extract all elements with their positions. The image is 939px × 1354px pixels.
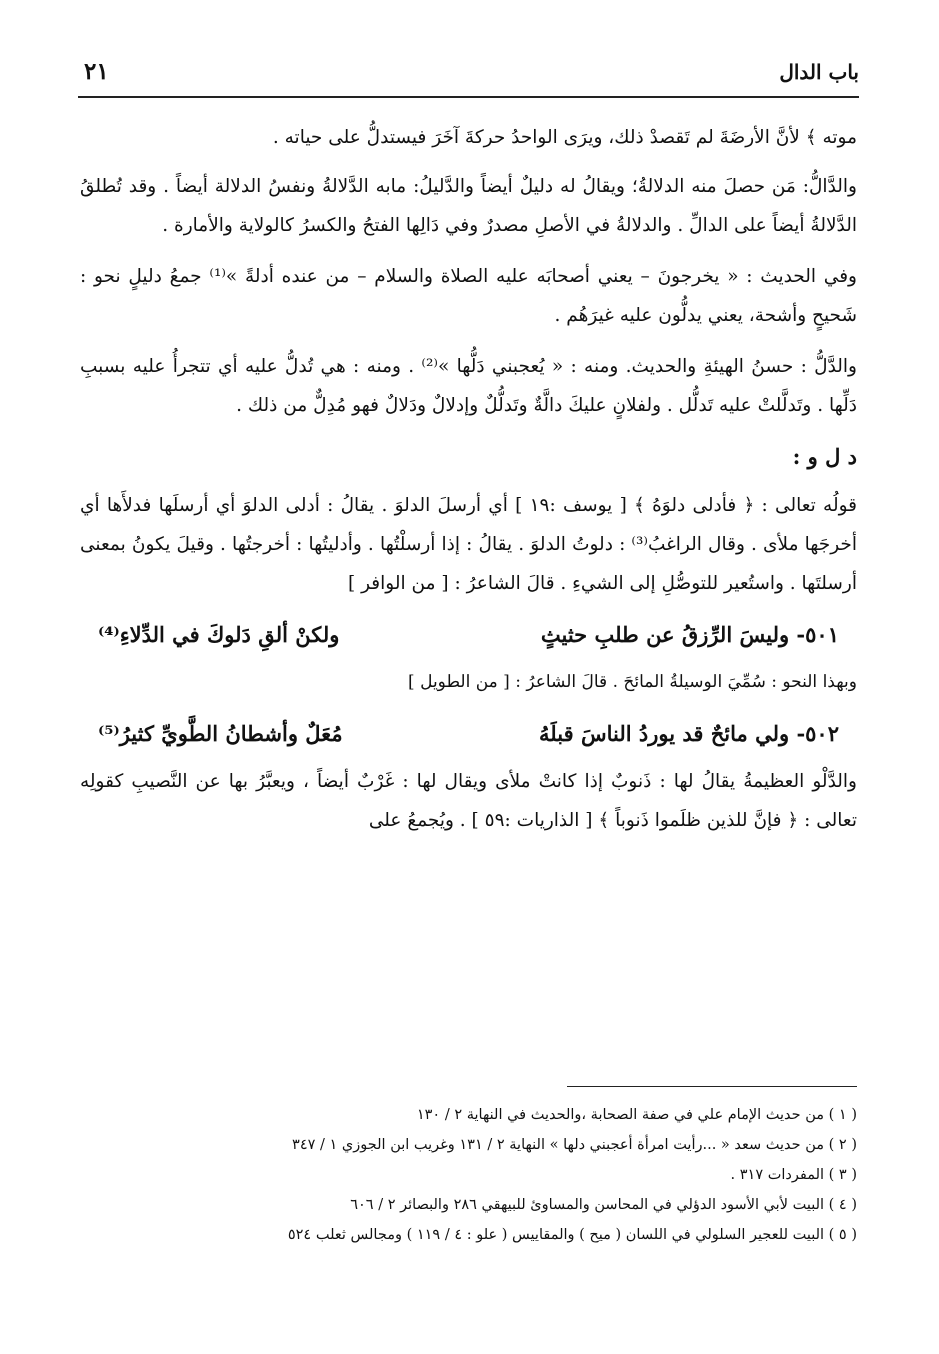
footnote-3: ( ٣ ) المفردات ٣١٧ . xyxy=(730,1167,857,1183)
page-number: ٢١ xyxy=(84,58,109,85)
footnote-4: ( ٤ ) البيت لأبي الأسود الدؤلي في المحاسن والمساوئ للبيهقي ٢٨٦ والبصائر ٢ / ٦٠٦ xyxy=(350,1197,857,1213)
paragraph-continuation: موته ﴾ لأنَّ الأرضَةَ لم تَقصدْ ذلك، ويرَى الواحدُ حركةَ آخَرَ فيستدلُّ على حياته . xyxy=(272,127,857,148)
section-heading: د ل و : xyxy=(792,444,857,469)
verse-first-hemistich: ٥٠١- وليسَ الرِّزقُ عن طلبِ حثيثٍ xyxy=(540,622,839,647)
paragraph-wasila: وبهذا النحو : سُمِّيَ الوسيلةُ المائحَ . قالَ الشاعرُ : [ من الطويل ] xyxy=(408,672,857,692)
chapter-title: باب الدال xyxy=(779,60,859,84)
paragraph-dhanub: والدَّلْو العظيمةُ يقالُ لها : ذَنوبٌ إذا كانتْ ملأى ويقال لها : غَرْبٌ أيضاً ، ويعبَّرُ بها عن النَّصيبِ كقولِه تعالى : ﴿ فإنَّ للذين ظلَموا ذَنوباً ﴾ [ الذاريات :٥٩ ] . ويُجمعُ على xyxy=(80,771,857,831)
footnote-1: ( ١ ) من حديث الإمام علي في صفة الصحابة ،والحديث في النهاية ٢ / ١٣٠ xyxy=(416,1107,857,1123)
main-text xyxy=(80,118,857,852)
paragraph-hadith: وفي الحديث : « يخرجونَ – يعني أصحابَه عليه الصلاة والسلام – من عنده أدلةً »⁽¹⁾ جمعُ دليلٍ نحو : شَحيحٍ وأشحة، يعني يدلُّون عليه غيرَهُم . xyxy=(80,266,857,326)
paragraph-dall: والدَّلُّ : حسنُ الهيئةِ والحديث. ومنه : « يُعجبني دَلُّها »⁽²⁾ . ومنه : هي تُدلُّ عليه أي تتجرأُ عليه بسببِ دَلِّها . وتَدلَّلتْ عليه تَدلُّل . ولفلانٍ عليكَ دالَّةٌ وتَدلُّلٌ وإدلالٌ ودَلالٌ فهو مُدِلٌّ من ذلك . xyxy=(80,356,857,416)
paragraph-dal: والدَّالُّ: مَن حصلَ منه الدلالةُ؛ ويقالُ له دليلٌ أيضاً والدَّليلُ: مابه الدَّلالةُ ونفسُ الدلالة أيضاً . وقد تُطلقُ الدَّلالةُ أيضاً على الدالِّ . والدلالةُ في الأصلِ مصدرٌ وفي دَالِها الفتحُ والكسرُ كالولاية والأمارة . xyxy=(80,176,857,236)
verse-second-hemistich: مُعَلٌ وأشطانُ الطَّويِّ كثيرُ⁽⁵⁾ xyxy=(98,721,343,746)
footnote-2: ( ٢ ) من حديث سعد « ...رأيت امرأة أعجبني دلها » النهاية ٢ / ١٣١ وغريب ابن الجوزي ١ / ٣٤٧ xyxy=(292,1137,857,1153)
paragraph-dalw: قولُه تعالى : ﴿ فأدلى دلوَهُ ﴾ [ يوسف :١٩ ] أي أرسلَ الدلوَ . يقالُ : أدلى الدلوَ أي أرسلَها فدلأَها أي أخرجَها ملأى . وقال الراغبُ⁽³⁾ : دلوتُ الدلوَ . يقالُ : إذا أرسلْتُها . وأدليتُها : أخرجتُها . وقيلَ يكونُ بمعنى أرسلتَها . واستُعير للتوصُّلِ إلى الشيءِ . قالَ الشاعرُ : [ من الوافر ] xyxy=(80,495,857,594)
running-header xyxy=(78,56,859,98)
verse-second-hemistich: ولكنْ ألقِ دَلوكَ في الدِّلاءِ⁽⁴⁾ xyxy=(98,622,340,647)
poem-verse-501 xyxy=(98,615,839,655)
footnote-separator xyxy=(567,1086,857,1087)
verse-first-hemistich: ٥٠٢- ولي مائحٌ قد يوردُ الناسَ قبلَهُ xyxy=(539,721,839,746)
footnote-5: ( ٥ ) البيت للعجير السلولي في اللسان ( ميح ) والمقاييس ( علو : ٤ / ١١٩ ) ومجالس ثعلب ٥٢٤ xyxy=(287,1227,857,1243)
poem-verse-502 xyxy=(98,714,839,754)
footnotes xyxy=(80,1100,857,1250)
